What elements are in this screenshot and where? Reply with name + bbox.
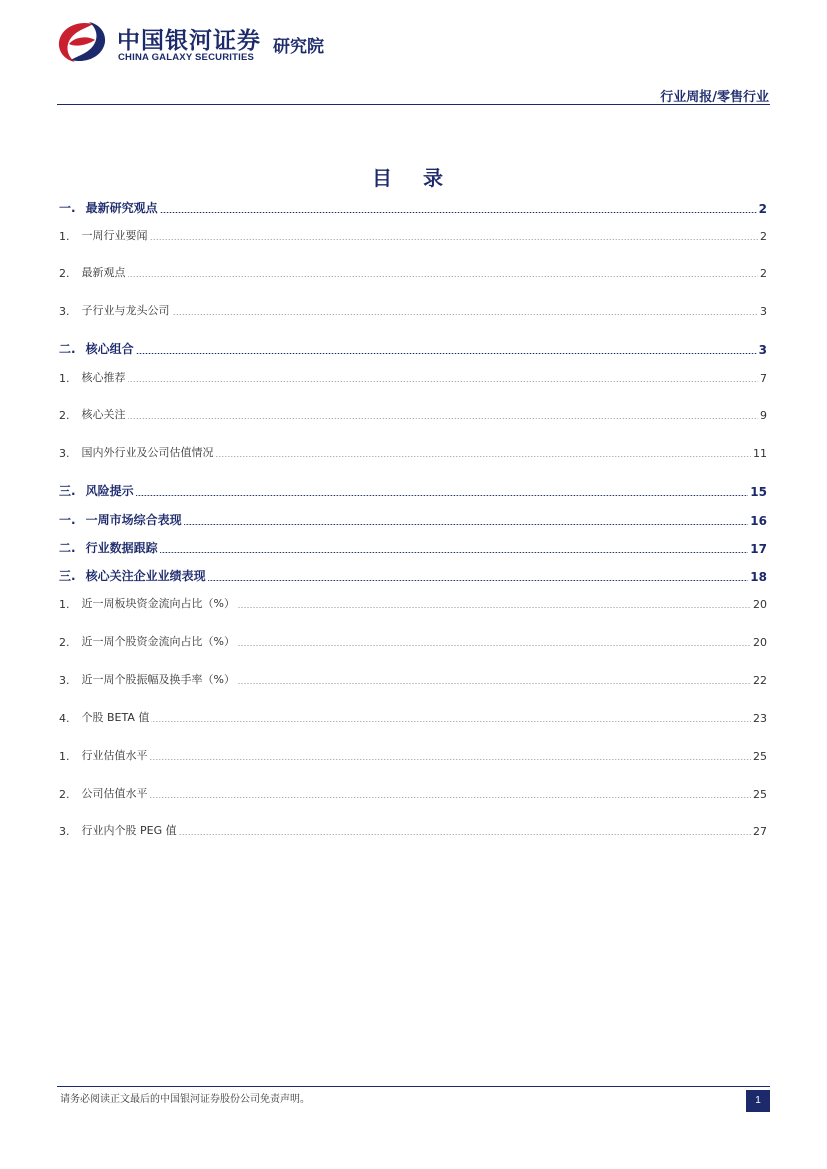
toc-entry-number: 三.	[59, 569, 76, 583]
toc-entry-page: 7	[760, 372, 767, 385]
toc-entry-page: 17	[750, 542, 767, 556]
footer-divider	[57, 1086, 770, 1087]
logo-institute-label: 研究院	[273, 37, 324, 57]
toc-entry-label: 子行业与龙头公司	[81, 304, 170, 317]
toc-entry-page: 25	[753, 788, 767, 801]
toc-entry-page: 18	[750, 570, 767, 584]
toc-entry[interactable]	[59, 747, 767, 763]
toc-entry-page: 3	[760, 305, 767, 318]
toc-dot-leader	[128, 276, 759, 277]
toc-entry-number: 一.	[59, 201, 76, 215]
toc-entry-label: 行业估值水平	[81, 749, 148, 762]
toc-entry-page: 22	[753, 674, 767, 687]
toc-entry-number: 2.	[59, 267, 70, 280]
toc-entry-page: 2	[760, 230, 767, 243]
report-type-label: 行业周报/零售行业	[660, 90, 769, 105]
toc-entry-label: 一周市场综合表现	[85, 513, 182, 527]
toc-entry-label: 行业内个股 PEG 值	[81, 824, 177, 837]
toc-entry-page: 3	[758, 343, 767, 357]
toc-entry-label: 公司估值水平	[81, 787, 148, 800]
toc-entry[interactable]	[59, 633, 767, 649]
toc-entry-label: 核心关注企业业绩表现	[85, 569, 206, 583]
toc-entry-number: 1.	[59, 372, 70, 385]
toc-entry-page: 15	[750, 485, 767, 499]
toc-entry[interactable]	[59, 406, 767, 422]
toc-title: 目 录	[372, 166, 455, 190]
toc-entry[interactable]	[59, 540, 767, 556]
page-number-badge: 1	[746, 1090, 770, 1112]
toc-dot-leader	[179, 834, 751, 835]
toc-entry[interactable]	[59, 369, 767, 385]
toc-dot-leader	[216, 456, 752, 457]
toc-entry[interactable]	[59, 709, 767, 725]
toc-entry-page: 9	[760, 409, 767, 422]
toc-entry-number: 2.	[59, 636, 70, 649]
toc-dot-leader	[237, 607, 751, 608]
toc-entry-page: 20	[753, 636, 767, 649]
toc-dot-leader	[172, 314, 759, 315]
toc-entry-page: 25	[753, 750, 767, 763]
toc-entry-number: 2.	[59, 409, 70, 422]
toc-entry-page: 23	[753, 712, 767, 725]
toc-entry[interactable]	[59, 444, 767, 460]
header-divider	[57, 104, 770, 105]
toc-entry-label: 近一周板块资金流向占比（%）	[81, 597, 235, 610]
logo-english-name: CHINA GALAXY SECURITIES	[118, 52, 255, 63]
toc-dot-leader	[160, 212, 757, 213]
toc-entry-label: 行业数据跟踪	[85, 541, 158, 555]
toc-dot-leader	[237, 645, 751, 646]
toc-entry-number: 3.	[59, 447, 70, 460]
toc-entry-label: 近一周个股振幅及换手率（%）	[81, 673, 235, 686]
toc-entry-page: 2	[760, 267, 767, 280]
toc-entry-label: 一周行业要闻	[81, 229, 148, 242]
toc-entry-page: 11	[753, 447, 767, 460]
toc-entry-label: 个股 BETA 值	[81, 711, 150, 724]
logo-chinese-name: 中国银河证券	[117, 28, 261, 54]
toc-entry[interactable]	[59, 568, 767, 584]
toc-entry-label: 最新研究观点	[85, 201, 158, 215]
toc-entry-number: 3.	[59, 305, 70, 318]
toc-dot-leader	[184, 524, 749, 525]
toc-dot-leader	[136, 495, 749, 496]
toc-entry-label: 近一周个股资金流向占比（%）	[81, 635, 235, 648]
toc-entry[interactable]	[59, 671, 767, 687]
toc-dot-leader	[150, 759, 752, 760]
toc-entry[interactable]	[59, 483, 767, 499]
toc-entry-number: 二.	[59, 342, 76, 356]
toc-entry[interactable]	[59, 785, 767, 801]
toc-entry-number: 4.	[59, 712, 70, 725]
toc-entry-page: 20	[753, 598, 767, 611]
toc-entry-number: 1.	[59, 598, 70, 611]
toc-dot-leader	[128, 381, 759, 382]
toc-entry-label: 核心组合	[85, 342, 134, 356]
toc-entry-number: 2.	[59, 788, 70, 801]
toc-entry[interactable]	[59, 200, 767, 216]
toc-entry-number: 3.	[59, 674, 70, 687]
toc-dot-leader	[237, 683, 751, 684]
toc-dot-leader	[128, 418, 759, 419]
toc-entry-label: 最新观点	[81, 266, 126, 279]
toc-dot-leader	[136, 353, 757, 354]
toc-entry[interactable]	[59, 341, 767, 357]
toc-dot-leader	[150, 239, 759, 240]
toc-entry-page: 2	[758, 202, 767, 216]
toc-entry-label: 风险提示	[85, 484, 134, 498]
toc-entry[interactable]	[59, 302, 767, 318]
toc-entry-number: 三.	[59, 484, 76, 498]
toc-entry-page: 16	[750, 514, 767, 528]
toc-entry-number: 3.	[59, 825, 70, 838]
toc-entry-label: 核心关注	[81, 408, 126, 421]
toc-entry-page: 27	[753, 825, 767, 838]
company-logo	[55, 18, 345, 66]
toc-entry[interactable]	[59, 264, 767, 280]
toc-entry-number: 一.	[59, 513, 76, 527]
toc-entry[interactable]	[59, 227, 767, 243]
toc-entry-number: 二.	[59, 541, 76, 555]
toc-dot-leader	[151, 721, 751, 722]
toc-entry-number: 1.	[59, 750, 70, 763]
toc-entry[interactable]	[59, 822, 767, 838]
toc-dot-leader	[160, 552, 749, 553]
toc-dot-leader	[208, 580, 749, 581]
toc-entry-label: 国内外行业及公司估值情况	[81, 446, 214, 459]
toc-entry[interactable]	[59, 512, 767, 528]
footer-disclaimer: 请务必阅读正文最后的中国银河证券股份公司免责声明。	[60, 1094, 310, 1105]
galaxy-logo-icon	[55, 18, 109, 66]
toc-entry-label: 核心推荐	[81, 371, 126, 384]
toc-entry-number: 1.	[59, 230, 70, 243]
toc-dot-leader	[150, 797, 752, 798]
toc-entry[interactable]	[59, 595, 767, 611]
